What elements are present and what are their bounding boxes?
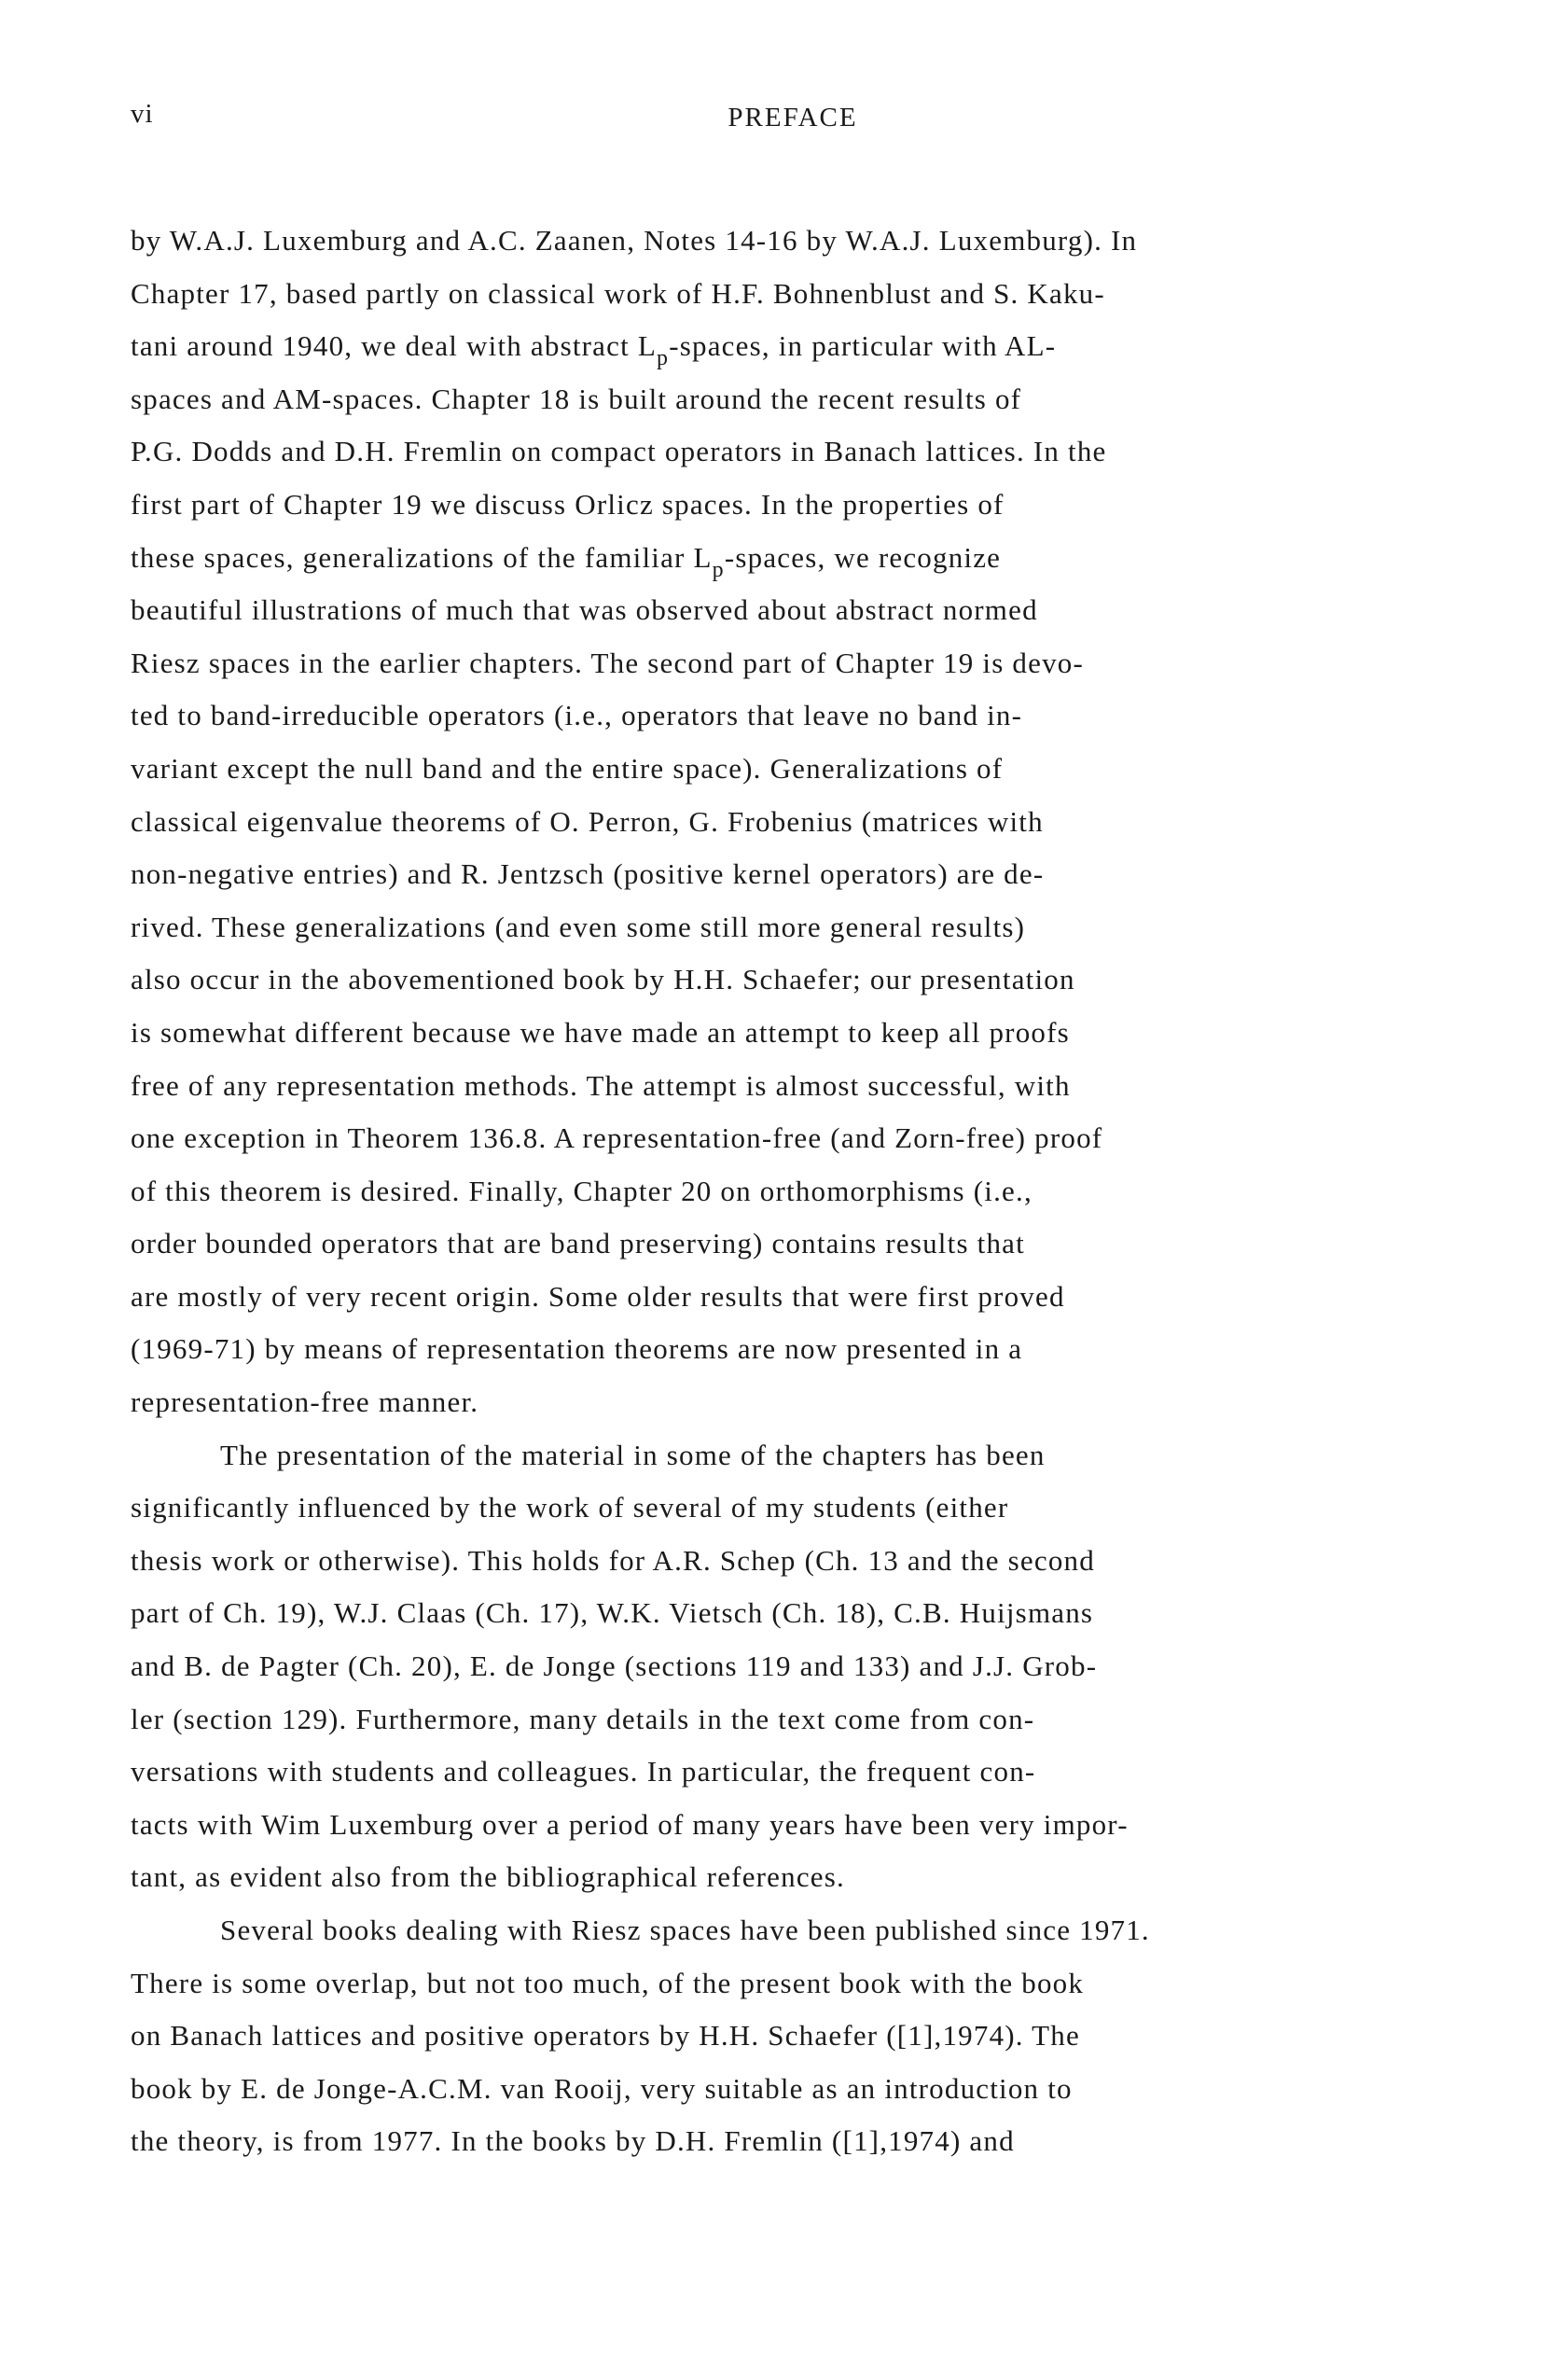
text-line: versations with students and colleagues. In particular, the frequent con- <box>131 1755 1036 1788</box>
text-segment: -spaces, we recognize <box>724 540 1002 574</box>
text-line: non-negative entries) and R. Jentzsch (positive kernel operators) are de- <box>131 857 1045 891</box>
text-line: on Banach lattices and positive operators by H.H. Schaefer ([1],1974). The <box>131 2019 1080 2053</box>
text-line: variant except the null band and the entire space). Generalizations of <box>131 751 1004 785</box>
text-line: ted to band-irreducible operators (i.e., operators that leave no band in- <box>131 699 1023 732</box>
text-line: part of Ch. 19), W.J. Claas (Ch. 17), W.K. Vietsch (Ch. 18), C.B. Huijsmans <box>131 1596 1094 1630</box>
page-number: vi <box>131 99 154 129</box>
text-segment: tani around 1940, we deal with abstract L <box>131 329 657 363</box>
subscript-p: p <box>657 346 670 371</box>
paragraph-first-line: Several books dealing with Riesz spaces have been published since 1971. <box>220 1914 1150 1946</box>
text-line: and B. de Pagter (Ch. 20), E. de Jonge (sections 119 and 133) and J.J. Grob- <box>131 1649 1098 1683</box>
text-line: There is some overlap, but not too much, of the present book with the book <box>131 1966 1085 1999</box>
running-head: PREFACE <box>728 103 858 132</box>
paragraph-first-line: The presentation of the material in some of the chapters has been <box>220 1438 1046 1471</box>
text-line: one exception in Theorem 136.8. A representation-free (and Zorn-free) proof <box>131 1121 1103 1155</box>
text-line: beautiful illustrations of much that was observed about abstract normed <box>131 593 1038 627</box>
text-line: first part of Chapter 19 we discuss Orlicz spaces. In the properties of <box>131 487 1005 521</box>
text-line: are mostly of very recent origin. Some older results that were first proved <box>131 1279 1065 1313</box>
text-line: rived. These generalizations (and even some still more general results) <box>131 910 1026 943</box>
text-line: P.G. Dodds and D.H. Fremlin on compact operators in Banach lattices. In the <box>131 435 1107 468</box>
preface-body-text <box>131 215 1474 2168</box>
text-line: spaces and AM-spaces. Chapter 18 is built around the recent results of <box>131 382 1022 415</box>
text-line: of this theorem is desired. Finally, Chapter 20 on orthomorphisms (i.e., <box>131 1174 1032 1207</box>
text-line: representation-free manner. <box>131 1385 479 1419</box>
text-line: significantly influenced by the work of several of my students (either <box>131 1491 1009 1524</box>
text-line <box>131 532 1474 585</box>
text-line: thesis work or otherwise). This holds for A.R. Schep (Ch. 13 and the second <box>131 1543 1095 1577</box>
text-line: Chapter 17, based partly on classical work of H.F. Bohnenblust and S. Kaku- <box>131 276 1105 310</box>
text-line: ler (section 129). Furthermore, many details in the text come from con- <box>131 1702 1035 1735</box>
text-line: Riesz spaces in the earlier chapters. The second part of Chapter 19 is devo- <box>131 646 1085 679</box>
text-line: order bounded operators that are band preserving) contains results that <box>131 1227 1025 1260</box>
text-line: classical eigenvalue theorems of O. Perron, G. Frobenius (matrices with <box>131 804 1044 838</box>
subscript-p: p <box>712 557 725 582</box>
text-line: is somewhat different because we have made an attempt to keep all proofs <box>131 1015 1070 1049</box>
text-line: tacts with Wim Luxemburg over a period of many years have been very impor- <box>131 1807 1129 1841</box>
text-segment: these spaces, generalizations of the familiar L <box>131 540 713 574</box>
text-line <box>131 320 1474 373</box>
text-line: also occur in the abovementioned book by H.H. Schaefer; our presentation <box>131 963 1075 996</box>
text-line: by W.A.J. Luxemburg and A.C. Zaanen, Notes 14-16 by W.A.J. Luxemburg). In <box>131 224 1138 257</box>
text-line: book by E. de Jonge-A.C.M. van Rooij, very suitable as an introduction to <box>131 2071 1073 2105</box>
text-line: tant, as evident also from the bibliographical references. <box>131 1860 845 1894</box>
text-line: (1969-71) by means of representation theorems are now presented in a <box>131 1332 1023 1366</box>
text-line: free of any representation methods. The attempt is almost successful, with <box>131 1068 1071 1102</box>
text-line: the theory, is from 1977. In the books by D.H. Fremlin ([1],1974) and <box>131 2124 1015 2158</box>
text-segment: -spaces, in particular with AL- <box>669 329 1057 363</box>
page-header <box>131 99 1455 140</box>
